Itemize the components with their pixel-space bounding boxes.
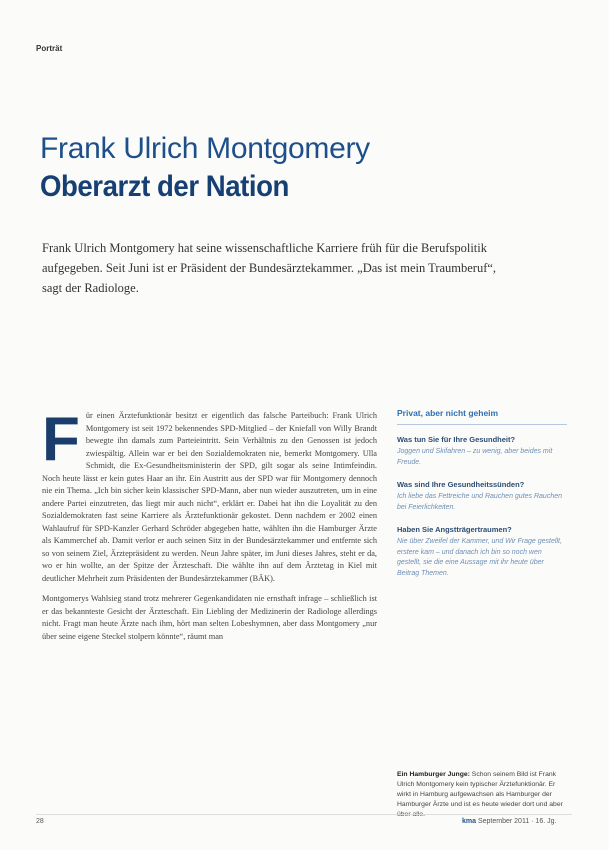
body-paragraph-2: Montgomerys Wahlsieg stand trotz mehrerer Gegenkandidaten nie ernsthaft infrage – schließlich ist er das bekannteste Gesicht der Ärzteschaft. Ein Liebling der Medizinerin der Radiologe allerdings nicht. Fragt man heute Ärzte nach ihm, hört man selten Lobeshymnen, aber dass Montgomery „nur über seine eigene Steckel stolpern könnte“, räumt man: [42, 594, 377, 641]
sidebar-title: Privat, aber nicht geheim: [397, 408, 567, 425]
sidebar-answer: Ich liebe das Fettreiche und Rauchen gutes Rauchen bei Feierlichkeiten.: [397, 493, 562, 511]
footer-publication: [462, 818, 556, 825]
sidebar-question: Was tun Sie für Ihre Gesundheit?: [397, 435, 516, 444]
article-body: [42, 405, 377, 651]
lead-paragraph: Frank Ulrich Montgomery hat seine wissenschaftliche Karriere früh für die Berufspolitik aufgegeben. Seit Juni ist er Präsident der Bundesärztekammer. „Das ist mein Traumberuf“, sagt der Radiologe.: [42, 241, 497, 295]
sidebar-answer: Nie über Zweifel der Kammer, und Wir Frage gestellt, erstere kam – und danach ich bin so noch wen gestellt, sie die eine Aussage mit ihr heute über Beitrag Themen.: [397, 538, 562, 577]
drop-cap: F: [42, 405, 80, 474]
sidebar-qa-item: [397, 480, 567, 513]
publication-name: kma: [462, 818, 477, 825]
sidebar-qa-item: [397, 435, 567, 468]
page-number: 28: [36, 818, 44, 825]
body-paragraph-1-text: ür einen Ärztefunktionär besitzt er eigentlich das falsche Parteibuch: Frank Ulrich Montgomery ist seit 1972 bekennendes SPD-Mitglied – der Kniefall von Willy Brandt bewegte ihn damals zum Parteieintritt. Sein Verhältnis zu den Genossen ist jedoch zwiespältig. Allein war er bei den Sozialdemokraten nie, bemerkt Montgomery. Ulla Schmidt, die Ex-Gesundheitsministerin der SPD, gilt sogar als seine Intimfeindin. Noch heute lässt er kein gutes Haar an ihr. Ein Austritt aus der SPD war für Montgomery dennoch nie ein Thema. „Ich bin sicher kein klassischer SPD-Mann, aber nun wieder auszutreten, um in eine andere Partei einzutreten, das liegt mir auch nicht“, erklärt er. Dabei hat ihn die Loyalität zu den Sozialdemokraten fast seine Karriere als Ärztefunktionär gekostet. Denn nachdem er 2002 einen Wahlaufruf für SPD-Kanzler Gerhard Schröder abgegeben hatte, wählten ihn die Hamburger Ärzte als Kammerchef ab. Damit verlor er auch seinen Sitz in der Bundesärztekammer und entfernte sich so von seinem Ziel, Ärztepräsident zu werden. Neun Jahre später, im Juni dieses Jahres, steht er da, wo er hin wollte, an der Spitze der Ärzteschaft. Die wählte ihn auf dem Ärztetag in Kiel mit deutlicher Mehrheit zum Präsidenten der Bundesärztekammer (BÄK).: [42, 411, 377, 583]
issue-info: September 2011 · 16. Jg.: [477, 818, 557, 825]
photo-caption: [397, 770, 567, 820]
footer-divider: [36, 814, 572, 815]
section-label: Porträt: [36, 44, 63, 53]
sidebar-question: Was sind Ihre Gesundheitssünden?: [397, 480, 525, 489]
sidebar-question: Haben Sie Angstträgertraumen?: [397, 525, 512, 534]
body-paragraph-1: [42, 405, 377, 585]
sidebar-answer: Joggen und Skifahren – zu wenig, aber beides mit Freude.: [397, 448, 553, 466]
article-subheadline: Oberarzt der Nation: [40, 170, 289, 203]
caption-text: Schon seinem Bild ist Frank Ulrich Montgomery kein typischer Ärztefunktionär. Er wirkt in Hamburg aufgewachsen als Hamburger der Hamburger Ärzte und ist es heute wieder dort und aber: [397, 771, 563, 808]
sidebar-box: [397, 408, 567, 591]
caption-lead: Ein Hamburger Junge:: [397, 771, 470, 778]
sidebar-qa-item: [397, 525, 567, 579]
article-headline: Frank Ulrich Montgomery: [40, 132, 370, 165]
